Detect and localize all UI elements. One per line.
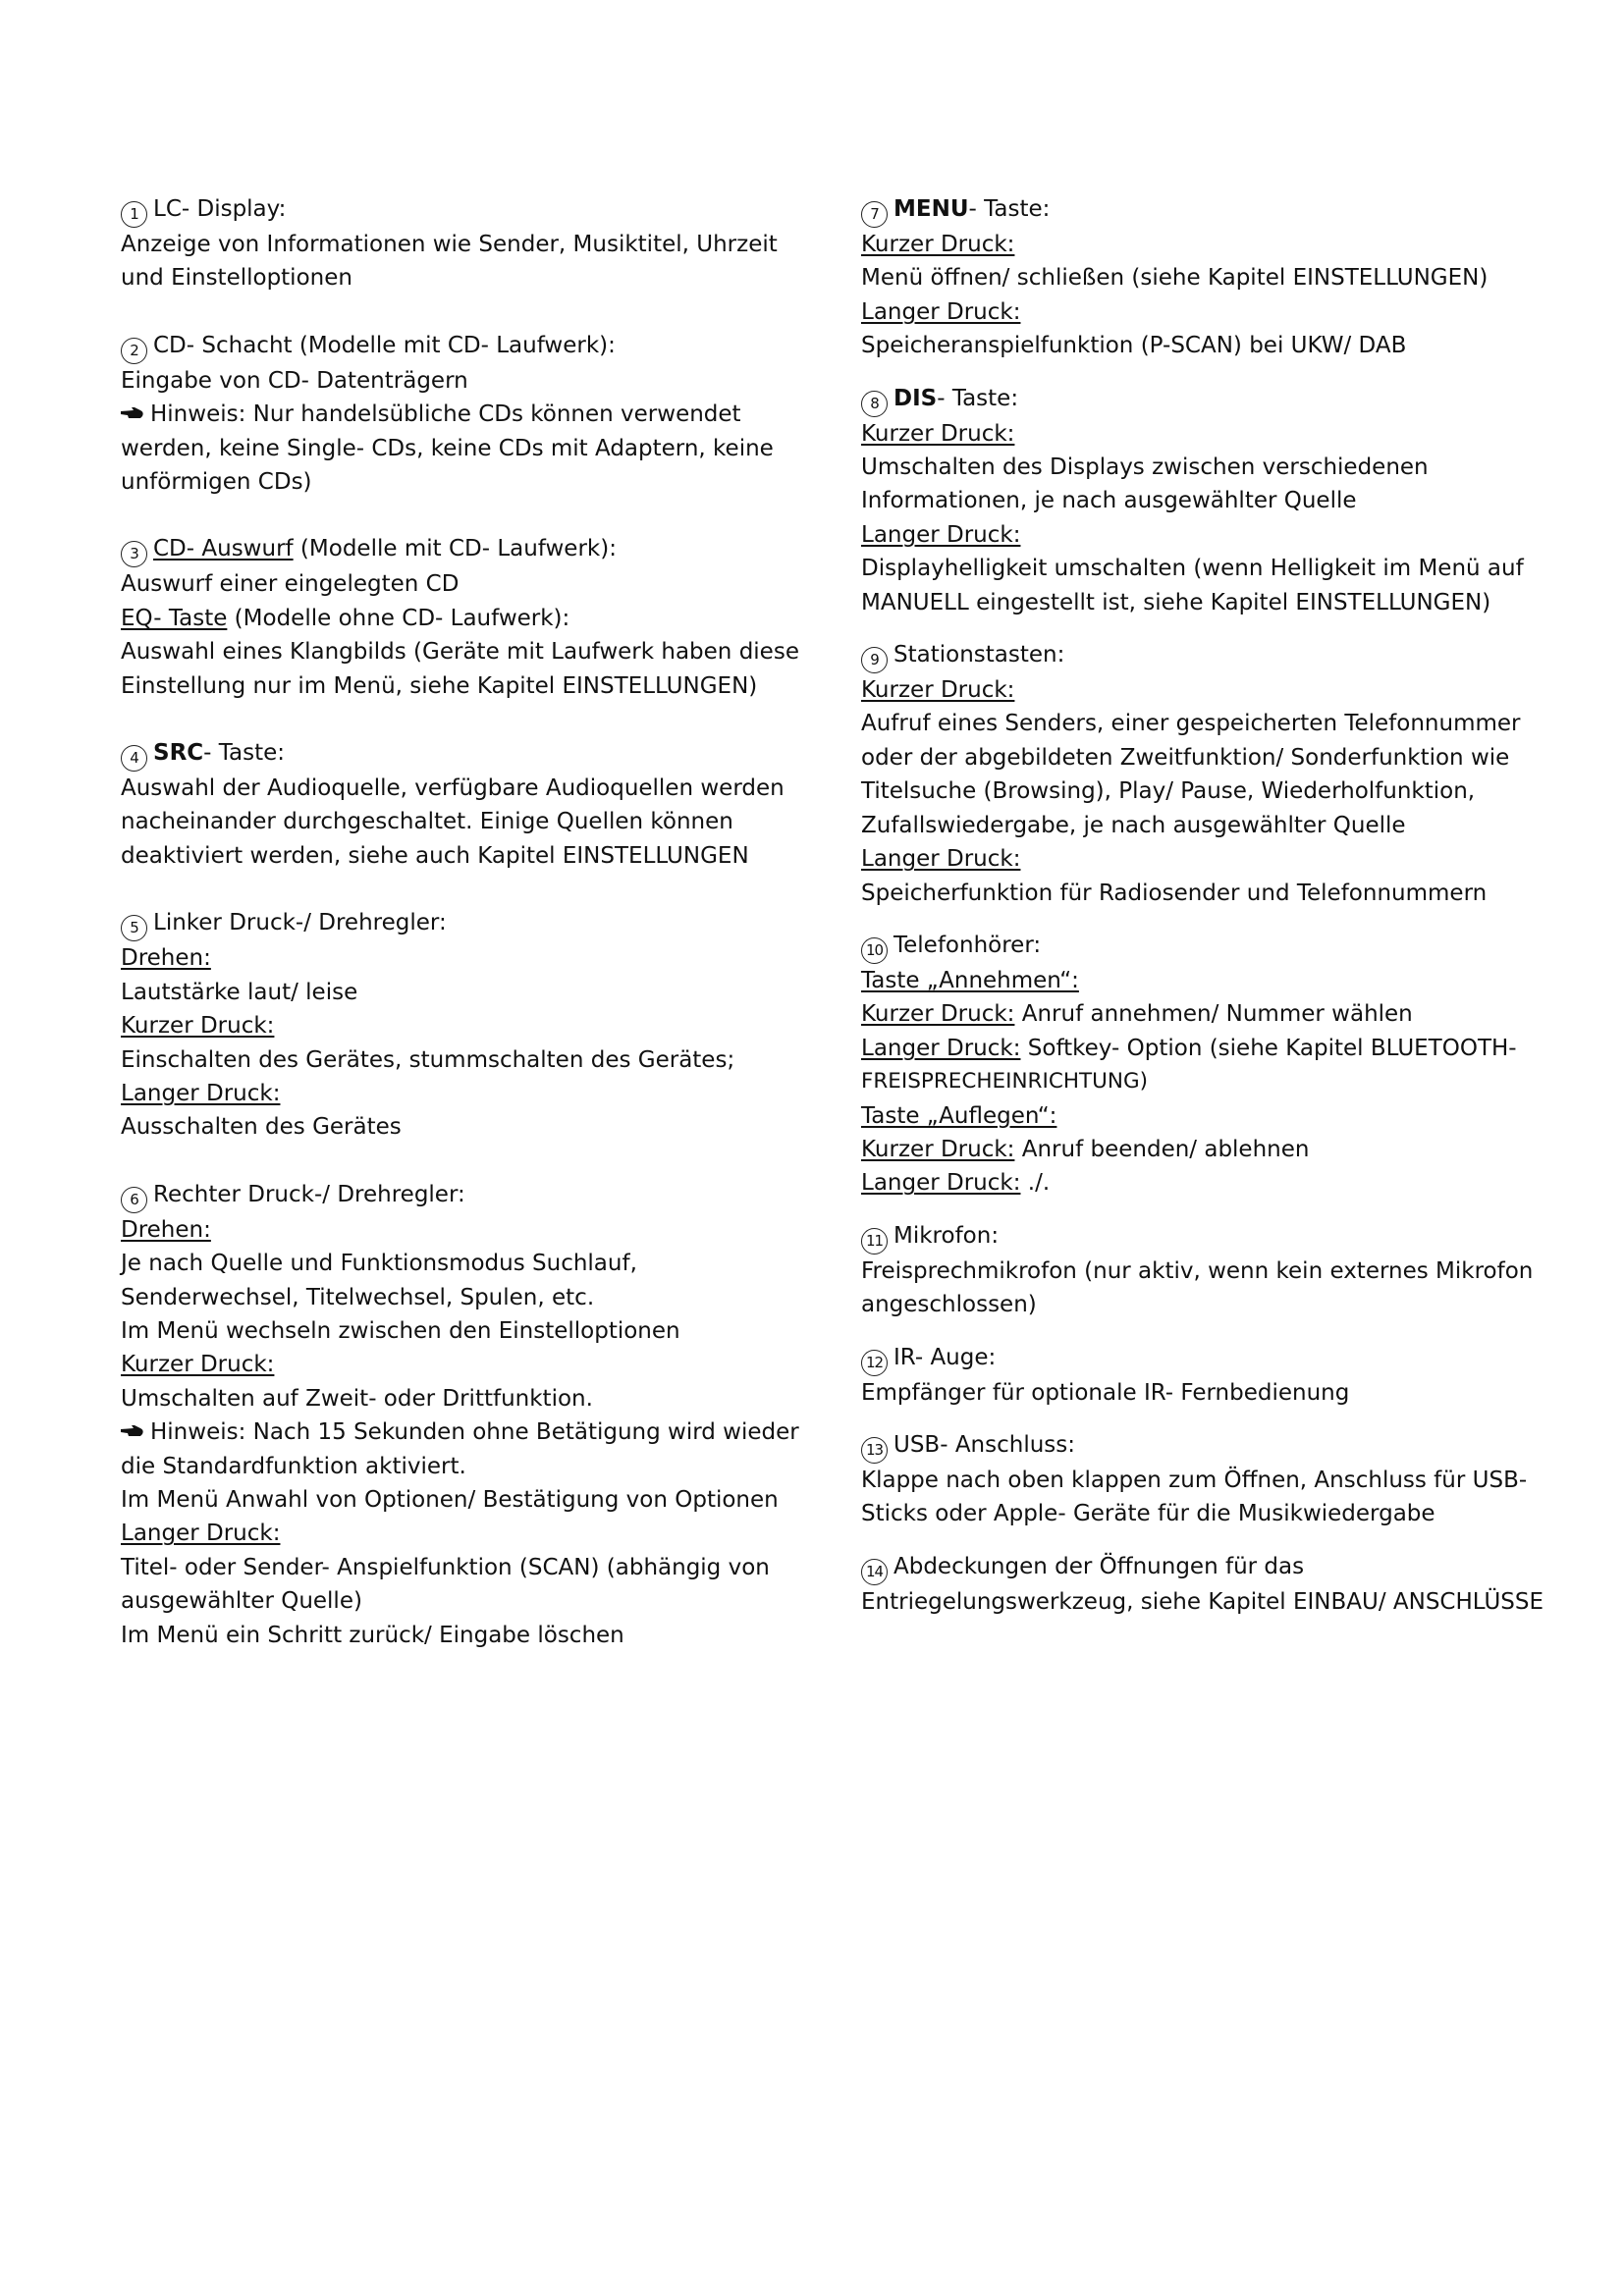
- underlined-label: Langer Druck:: [121, 1080, 281, 1106]
- item-number-badge: 4: [121, 745, 147, 772]
- text-line: [861, 1376, 1548, 1410]
- text-line: [121, 1281, 779, 1314]
- underlined-label: Kurzer Druck:: [121, 1013, 275, 1040]
- text-line: [861, 261, 1548, 294]
- item-title-suffix: - Taste:: [203, 740, 286, 767]
- item-title: [121, 532, 779, 567]
- item-title-text: LC- Display:: [153, 196, 287, 222]
- item-title-text: IR- Auge:: [893, 1344, 997, 1370]
- text-line: [121, 465, 779, 499]
- text-line: [861, 842, 1548, 876]
- text-line: [121, 364, 779, 398]
- line-text: Zufallswiedergabe, je nach ausgewählter Quelle: [861, 812, 1406, 838]
- line-text: Umschalten auf Zweit- oder Drittfunktion.: [121, 1385, 593, 1412]
- item-title: [121, 1178, 779, 1213]
- item-title: [861, 382, 1548, 417]
- text-line: [861, 1255, 1548, 1288]
- item-title: [121, 329, 779, 364]
- item-number-badge: 10: [861, 937, 888, 964]
- text-line: [121, 1009, 779, 1042]
- item-9: [861, 638, 1548, 910]
- line-text: Im Menü Anwahl von Optionen/ Bestätigung von Optionen: [121, 1486, 779, 1513]
- text-line: [861, 673, 1548, 707]
- hint-line: [121, 1415, 799, 1449]
- line-text: und Einstelloptionen: [121, 265, 352, 292]
- item-number-badge: 7: [861, 201, 888, 228]
- text-line: [861, 1032, 1548, 1065]
- line-text: Je nach Quelle und Funktionsmodus Suchlauf,: [121, 1251, 637, 1277]
- line-text: Auswahl der Audioquelle, verfügbare Audioquellen werden: [121, 775, 785, 802]
- underlined-label: Taste „Auflegen“:: [861, 1102, 1057, 1129]
- text-line: [861, 1288, 1548, 1321]
- item-title: [861, 1550, 1548, 1585]
- left-column: [121, 192, 799, 1685]
- item-title-text: Abdeckungen der Öffnungen für das: [893, 1553, 1305, 1579]
- underlined-label: Langer Druck:: [861, 298, 1021, 325]
- line-text: die Standardfunktion aktiviert.: [121, 1453, 466, 1479]
- text-line: [121, 839, 779, 873]
- line-text: Eingabe von CD- Datenträgern: [121, 367, 468, 394]
- text-line: [121, 1450, 779, 1483]
- item-title-suffix: - Taste:: [968, 196, 1051, 222]
- line-text: Aufruf eines Senders, einer gespeicherten Telefonnummer: [861, 711, 1521, 737]
- item-number-badge: 12: [861, 1350, 888, 1376]
- line-text: unförmigen CDs): [121, 469, 312, 496]
- underlined-label: Kurzer Druck:: [861, 1136, 1015, 1162]
- line-text: Lautstärke laut/ leise: [121, 979, 358, 1005]
- item-number-badge: 11: [861, 1228, 888, 1255]
- item-title-key: SRC: [153, 740, 204, 767]
- line-text: deaktiviert werden, siehe auch Kapitel EINSTELLUNGEN: [121, 842, 749, 869]
- text-line: [861, 741, 1548, 774]
- text-line: [861, 1585, 1548, 1619]
- item-title-key: DIS: [893, 385, 938, 411]
- underlined-label: Langer Druck:: [861, 521, 1021, 548]
- item-4: [121, 736, 785, 873]
- line-text: Hinweis: Nur handelsübliche CDs können verwendet: [150, 401, 741, 428]
- line-text: Sticks oder Apple- Geräte für die Musikwiedergabe: [861, 1501, 1435, 1527]
- text-line: [861, 484, 1548, 517]
- line-text: Freisprechmikrofon (nur aktiv, wenn kein externes Mikrofon: [861, 1257, 1534, 1284]
- item-2: [121, 329, 779, 500]
- item-title-underlined: CD- Auswurf: [153, 536, 294, 562]
- underlined-label: Kurzer Druck:: [121, 1352, 275, 1378]
- item-title-text: Telefonhörer:: [893, 932, 1042, 958]
- text-line: [121, 772, 785, 805]
- item-number-badge: 6: [121, 1187, 147, 1213]
- line-text: angeschlossen): [861, 1292, 1037, 1318]
- line-text: Titel- oder Sender- Anspielfunktion (SCAN) (abhängig von: [121, 1554, 770, 1580]
- item-number-badge: 2: [121, 338, 147, 364]
- item-7: [861, 192, 1548, 363]
- text-line: [121, 669, 779, 703]
- text-line: [861, 1464, 1548, 1497]
- text-line: [121, 261, 779, 294]
- item-number-badge: 1: [121, 201, 147, 228]
- text-line: [861, 417, 1548, 451]
- item-12: [861, 1341, 1548, 1410]
- line-text: Titelsuche (Browsing), Play/ Pause, Wiederholfunktion,: [861, 778, 1476, 805]
- item-13: [861, 1428, 1548, 1531]
- line-text: (Modelle ohne CD- Laufwerk):: [227, 605, 570, 631]
- item-title: [121, 192, 779, 228]
- item-title: [861, 638, 1548, 673]
- item-title: [121, 906, 779, 941]
- underlined-label: Langer Druck:: [121, 1521, 281, 1547]
- line-text: oder der abgebildeten Zweitfunktion/ Sonderfunktion wie: [861, 744, 1510, 771]
- text-line: [861, 877, 1548, 910]
- text-line: [861, 1099, 1548, 1133]
- item-title-text: Mikrofon:: [893, 1222, 1000, 1249]
- item-title: [861, 929, 1548, 964]
- item-title: [861, 1428, 1548, 1464]
- item-8: [861, 382, 1548, 619]
- text-line: [121, 1517, 779, 1550]
- item-number-badge: 3: [121, 541, 147, 567]
- line-text: Speicherfunktion für Radiosender und Telefonnummern: [861, 880, 1488, 906]
- item-5: [121, 906, 779, 1144]
- line-text: Einschalten des Gerätes, stummschalten des Gerätes;: [121, 1046, 735, 1073]
- text-line: [861, 707, 1548, 740]
- line-text: ausgewählter Quelle): [121, 1588, 362, 1615]
- item-title: [861, 192, 1548, 228]
- item-title-text: Stationstasten:: [893, 642, 1065, 668]
- text-line: [861, 1497, 1548, 1530]
- underlined-label: Taste „Annehmen“:: [861, 967, 1079, 993]
- item-title: [861, 1341, 1548, 1376]
- underlined-label: Kurzer Druck:: [861, 677, 1015, 704]
- item-3: [121, 532, 799, 703]
- text-line: [121, 1314, 779, 1348]
- line-text: nacheinander durchgeschaltet. Einige Quellen können: [121, 809, 733, 835]
- item-10: [861, 929, 1548, 1201]
- underlined-label: Langer Druck:: [861, 1035, 1021, 1061]
- line-text: ./.: [1020, 1170, 1051, 1197]
- item-number-badge: 13: [861, 1437, 888, 1464]
- underlined-label: Drehen:: [121, 945, 211, 972]
- line-text: Im Menü ein Schritt zurück/ Eingabe löschen: [121, 1622, 624, 1648]
- line-text: MANUELL eingestellt ist, siehe Kapitel EINSTELLUNGEN): [861, 589, 1491, 615]
- item-number-badge: 5: [121, 915, 147, 941]
- text-line: [121, 1348, 779, 1381]
- line-text: Umschalten des Displays zwischen verschiedenen: [861, 454, 1429, 481]
- text-line: [121, 1077, 779, 1110]
- text-line: [121, 1213, 779, 1247]
- text-line: [861, 586, 1548, 619]
- underlined-label: Kurzer Druck:: [861, 232, 1015, 257]
- text-line: [121, 1551, 779, 1584]
- line-text: Menü öffnen/ schließen (siehe Kapitel EINSTELLUNGEN): [861, 265, 1489, 292]
- underlined-label: Kurzer Druck:: [861, 1001, 1015, 1028]
- item-title-text: CD- Schacht (Modelle mit CD- Laufwerk):: [153, 332, 616, 358]
- item-number-badge: 8: [861, 391, 888, 417]
- item-number-badge: 9: [861, 647, 888, 673]
- line-text: Anruf annehmen/ Nummer wählen: [1014, 1001, 1413, 1028]
- line-text: Anruf beenden/ ablehnen: [1014, 1136, 1310, 1162]
- text-line: [121, 228, 779, 261]
- item-title: [121, 736, 779, 772]
- text-line: [121, 567, 779, 601]
- text-line: [861, 228, 1548, 261]
- line-text: Senderwechsel, Titelwechsel, Spulen, etc.: [121, 1284, 595, 1310]
- text-line: [861, 295, 1548, 329]
- text-line: [121, 1483, 779, 1517]
- right-column: [861, 192, 1548, 1637]
- item-1: [121, 192, 779, 295]
- item-title-suffix: - Taste:: [937, 385, 1019, 411]
- text-line: [861, 329, 1548, 362]
- line-text: werden, keine Single- CDs, keine CDs mit Adaptern, keine: [121, 435, 774, 461]
- line-text: Auswurf einer eingelegten CD: [121, 571, 460, 598]
- text-line: [861, 774, 1548, 808]
- text-line: [861, 518, 1548, 552]
- line-text: FREISPRECHEINRICHTUNG): [861, 1069, 1149, 1095]
- text-line: [861, 1065, 1548, 1098]
- line-text: Anzeige von Informationen wie Sender, Musiktitel, Uhrzeit: [121, 232, 778, 257]
- line-text: Empfänger für optionale IR- Fernbedienung: [861, 1379, 1350, 1406]
- line-text: Ausschalten des Gerätes: [121, 1114, 402, 1141]
- text-line: [121, 976, 779, 1009]
- item-title-suffix: (Modelle mit CD- Laufwerk):: [293, 536, 617, 562]
- text-line: [861, 997, 1548, 1031]
- line-text: Klappe nach oben klappen zum Öffnen, Anschluss für USB-: [861, 1467, 1528, 1493]
- text-line: [861, 1133, 1548, 1166]
- text-line: [121, 432, 779, 465]
- underlined-label: Langer Druck:: [861, 846, 1021, 873]
- text-line: [861, 964, 1548, 997]
- line-text: Displayhelligkeit umschalten (wenn Helligkeit im Menü auf: [861, 556, 1524, 582]
- text-line: [121, 1043, 779, 1077]
- text-line: [861, 451, 1548, 484]
- pointing-hand-icon: [121, 1424, 144, 1438]
- item-title-text: USB- Anschluss:: [893, 1431, 1076, 1458]
- text-line: [861, 552, 1548, 585]
- text-line: [121, 635, 799, 668]
- item-14: [861, 1550, 1548, 1619]
- line-text: Einstellung nur im Menü, siehe Kapitel EINSTELLUNGEN): [121, 672, 758, 699]
- line-text: Auswahl eines Klangbilds (Geräte mit Laufwerk haben diese: [121, 639, 799, 666]
- line-text: Speicheranspielfunktion (P-SCAN) bei UKW/ DAB: [861, 333, 1407, 359]
- line-text: Im Menü wechseln zwischen den Einstelloptionen: [121, 1317, 680, 1344]
- underlined-label: Drehen:: [121, 1216, 211, 1243]
- line-text: Hinweis: Nach 15 Sekunden ohne Betätigung wird wieder: [150, 1419, 799, 1446]
- line-text: Informationen, je nach ausgewählter Quelle: [861, 488, 1357, 514]
- text-line: [861, 1166, 1548, 1200]
- item-title-key: MENU: [893, 196, 969, 222]
- line-text: Entriegelungswerkzeug, siehe Kapitel EINBAU/ ANSCHLÜSSE: [861, 1588, 1544, 1615]
- item-title-text: Rechter Druck-/ Drehregler:: [153, 1181, 465, 1207]
- text-line: [121, 941, 779, 975]
- underlined-label: Langer Druck:: [861, 1170, 1021, 1197]
- line-text: Softkey- Option (siehe Kapitel BLUETOOTH-: [1020, 1035, 1517, 1061]
- pointing-hand-icon: [121, 406, 144, 420]
- item-title-text: Linker Druck-/ Drehregler:: [153, 910, 447, 936]
- item-title: [861, 1219, 1548, 1255]
- text-line: [121, 1584, 779, 1618]
- text-line: [121, 1619, 779, 1652]
- text-line: [121, 1110, 779, 1144]
- hint-line: [121, 398, 779, 431]
- text-line: [121, 1382, 779, 1415]
- text-line: [861, 809, 1548, 842]
- item-11: [861, 1219, 1548, 1322]
- item-number-badge: 14: [861, 1559, 888, 1585]
- text-line: [121, 1247, 779, 1280]
- underlined-label: EQ- Taste: [121, 605, 228, 631]
- text-line: [121, 602, 779, 635]
- underlined-label: Kurzer Druck:: [861, 420, 1015, 447]
- text-line: [121, 805, 779, 838]
- item-6: [121, 1178, 799, 1652]
